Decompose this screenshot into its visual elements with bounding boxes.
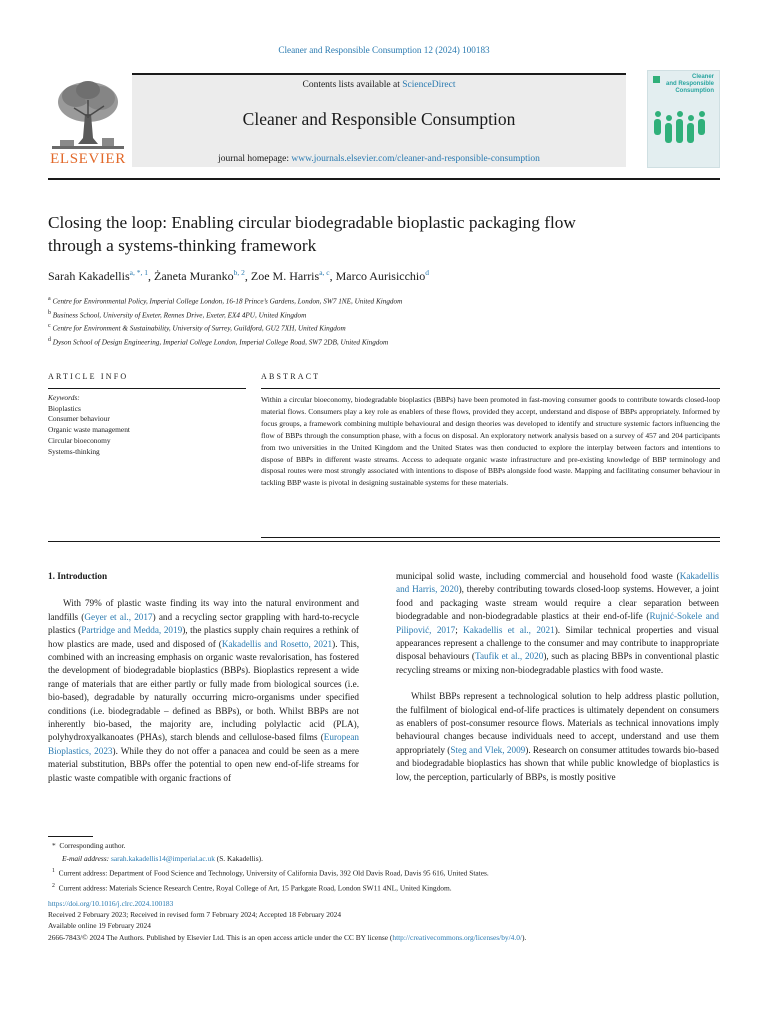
article-title-line: through a systems-thinking framework (48, 236, 317, 255)
affiliation-mark: b (48, 309, 51, 316)
citation-link[interactable]: Geyer et al., 2017 (84, 611, 153, 622)
body-text: ). Similar technical properties and visual appearances represent a challenge to the consumer and may contribute to inappropriate disposal behaviours ( (396, 624, 719, 662)
cover-figure-head (688, 115, 694, 121)
citation-link[interactable]: Rujnić-Sokele and Pilipović, 2017 (396, 611, 719, 635)
keyword-item: Systems-thinking (48, 446, 100, 456)
body-text: Whilst BBPs represent a technological solution to help address plastic pollution, the fulfilment of biological end-of-life practices is ultimately dependent on consumers as enablers of post-consumer resource flows. Materials as technical innovations imply behavioural changes because individuals need to accept, understand and use them appropriately ( (396, 691, 719, 755)
keyword-item: Organic waste management (48, 425, 130, 435)
footnote-corresponding (52, 840, 720, 853)
cover-title-line: Cleaner (691, 74, 714, 80)
body-text: ), such as placing BBPs in conventional plastic recycling streams or mixing non-biodegradable plastics with food waste. (396, 651, 719, 675)
journal-homepage-link[interactable]: www.journals.elsevier.com/cleaner-and-responsible-consumption (291, 154, 540, 164)
body-paragraph (396, 690, 719, 784)
contents-prefix: Contents lists available at (302, 80, 403, 90)
citation-link[interactable]: Taufik et al., 2020 (475, 651, 544, 662)
available-online: Available online 19 February 2024 (48, 921, 151, 931)
affiliation-list (48, 294, 720, 349)
doi-link[interactable]: https://doi.org/10.1016/j.clrc.2024.100183 (48, 899, 174, 908)
author-affiliation-marks[interactable]: a, c (319, 268, 330, 277)
affiliation-mark: d (48, 337, 51, 344)
affiliation-text: Business School, University of Exeter, Rennes Drive, Exeter, EX4 4PU, United Kingdom (52, 311, 307, 320)
keyword-item: Circular bioeconomy (48, 435, 111, 445)
citation-link[interactable]: Kakadellis et al., 2021 (463, 624, 555, 635)
body-text: ). While they do not offer a panacea and could be seen as a mere material substitution, BBPs offer the potential to open new end-of-life streams for plastic waste compatible with organic fractions of (48, 745, 359, 783)
author-name[interactable]: Marco Aurisicchio (335, 269, 426, 283)
cover-figure-body (698, 119, 705, 135)
license-suffix: ). (521, 932, 527, 942)
abstract-label: ABSTRACT (261, 372, 321, 381)
cover-figure-head (666, 115, 672, 121)
affiliation-text: Centre for Environmental Policy, Imperial College London, 16-18 Prince’s Gardens, London, SW7 1NE, United Kingdom (52, 297, 403, 306)
cover-figure-body (676, 119, 683, 143)
author-affiliation-marks[interactable]: d (425, 268, 430, 277)
body-text: ; (455, 624, 464, 635)
license-prefix: 2666-7843/© 2024 The Authors. Published by Elsevier Ltd. This is an open access article under the CC BY license ( (48, 932, 393, 942)
footnote-1 (52, 865, 720, 880)
footnotes (52, 840, 720, 895)
citation-link[interactable]: Kakadellis and Rosetto, 2021 (221, 638, 333, 649)
keyword-list (48, 393, 246, 457)
keywords-title: Keywords: (48, 393, 80, 402)
author-name[interactable]: Żaneta Muranko (153, 269, 234, 283)
citation-link[interactable]: European Bioplastics, 2023 (48, 732, 359, 756)
article-info-rule (48, 388, 246, 389)
cover-figure-head (699, 111, 705, 117)
cover-badge (653, 76, 660, 83)
cover-figure-head (677, 111, 683, 117)
citation-link[interactable]: Kakadellis and Harris, 2020 (396, 571, 719, 595)
footnote-mark: * (52, 841, 60, 850)
corresponding-author-note: Corresponding author. (59, 841, 126, 850)
body-paragraph (48, 597, 359, 785)
body-text: ). This, combined with an increasing emphasis on organic waste revalorisation, has fostered the development of biodegradable bioplastics (BBPs). Bioplastics represent a wide range of materials that are either partly or fully made from biological sources (i.e. bio-based), degradable by naturally occurring micro-organisms under specified conditions (i.e. biodegradable – defined as BBPs), or both. Whilst BBPs are not inherently bio-based, the majority are, including polylactic acid (PLA), polyhydroxyalkanoates (PHAs), starch blends and cellulose-based films ( (48, 638, 359, 743)
received-dates: Received 2 February 2023; Received in revised form 7 February 2024; Accepted 18 February 2024 (48, 910, 342, 920)
journal-masthead (48, 70, 720, 170)
cover-figure-body (665, 123, 672, 143)
cover-title-line: Consumption (675, 88, 714, 94)
front-matter-divider (48, 541, 720, 542)
email-label: E-mail address: (62, 853, 110, 863)
elsevier-tree-icon (52, 78, 124, 152)
affiliation-item (48, 308, 720, 322)
footnote-mark: 1 (52, 868, 55, 875)
cover-figure-head (655, 111, 661, 117)
cover-title-line: and Responsible (665, 81, 714, 87)
article-title-line: Closing the loop: Enabling circular biodegradable bioplastic packaging flow (48, 213, 576, 232)
keyword-item: Consumer behaviour (48, 414, 110, 424)
section-heading: 1. Introduction (48, 571, 108, 581)
article-info-column (48, 372, 246, 457)
body-text: With 79% of plastic waste finding its way into the natural environment and landfills ( (48, 598, 359, 622)
body-column-left (48, 570, 359, 785)
email-link[interactable]: sarah.kakadellis14@imperial.ac.uk (111, 853, 215, 863)
publisher-logo[interactable] (48, 70, 128, 170)
article-info-label: ARTICLE INFO (48, 372, 129, 381)
body-paragraph (396, 570, 719, 677)
keyword-item: Bioplastics (48, 403, 81, 413)
homepage-prefix: journal homepage: (218, 154, 292, 164)
affiliation-item (48, 294, 720, 308)
body-column-right (396, 570, 719, 784)
body-text: ). Research on consumer attitudes towards bio-based and biodegradable bioplastics has shown that while public knowledge of bioplastics is low, the perception, particularly of BBPs, is mostly positive (396, 744, 719, 782)
affiliation-item (48, 321, 720, 335)
affiliation-text: Dyson School of Design Engineering, Imperial College London, Imperial College Road, SW7 2DB, United Kingdom (52, 338, 389, 347)
license-line (48, 932, 728, 943)
body-text: municipal solid waste, including commercial and household food waste ( (396, 571, 680, 581)
email-suffix: (S. Kakadellis). (214, 853, 263, 863)
author-affiliation-marks[interactable]: b, 2 (233, 268, 245, 277)
cover-title (664, 74, 714, 95)
citation-link[interactable]: Partridge and Medda, 2019 (81, 625, 183, 636)
journal-reference[interactable]: Cleaner and Responsible Consumption 12 (2024) 100183 (278, 45, 490, 55)
footnote-2 (52, 880, 720, 895)
sciencedirect-link[interactable]: ScienceDirect (402, 80, 456, 90)
publisher-name: ELSEVIER (50, 151, 126, 167)
abstract-bottom-rule (261, 537, 720, 538)
author-name[interactable]: Sarah Kakadellis (48, 269, 130, 283)
affiliation-text: Centre for Environment & Sustainability, University of Surrey, Guildford, GU2 7XH, United Kingdom (52, 324, 346, 333)
author-list (48, 268, 720, 284)
publication-details (48, 898, 728, 943)
footnote-text: Current address: Department of Food Science and Technology, University of California Davis, 392 Old Davis Road, Davis 95 616, United States. (58, 868, 489, 878)
masthead-divider (48, 178, 720, 180)
author-affiliation-marks[interactable]: a, *, 1 (129, 268, 148, 277)
body-text: ) and a recycling sector grappling with hard-to-recycle plastics ( (48, 611, 360, 636)
author-separator: , (147, 269, 154, 283)
author-separator: , (244, 269, 251, 283)
citation-link[interactable]: Steg and Vlek, 2009 (450, 744, 526, 755)
footnote-mark: 2 (52, 883, 55, 890)
abstract-text: Within a circular bioeconomy, biodegradable bioplastics (BBPs) have been promoted in fast-moving consumer goods to contribute towards closed-loop material flows. Consumers play a key role as enablers of these flows, provided they accept, understand and dispose of BBPs appropriately. Informed by focus groups, a framework combining multiple behavioural and design theories was developed to identify and structure systemic factors influencing the flow of BBPs through the consumption phase, with a focus on disposal. An exploratory network analysis based on a survey of 457 and 204 participants from two universities in the United Kingdom and the United States was then conducted to explore the interplay between factors and intentions to dispose of BBPs in different waste streams. Access to adequate organic waste infrastructure and pre-existing knowledge of BBP terminology and disposal routes were most strongly associated with intentions to dispose of BBPs alongside food waste. Mapping and facilitating consumer behaviour in tackling BBP waste is pivotal in designing sustainable systems for these materials. (261, 395, 720, 488)
footnote-email (52, 853, 720, 866)
cover-figure-body (687, 123, 694, 143)
abstract-rule (261, 388, 720, 389)
contents-line (132, 80, 626, 90)
homepage-line (132, 154, 626, 164)
cover-figure-body (654, 119, 661, 135)
affiliation-item (48, 335, 720, 349)
body-text: ), the plastics supply chain requires a rethink of how plastics are made, used and disposed of ( (48, 625, 359, 649)
article-title (48, 211, 720, 257)
body-text: ), thereby contributing towards closed-loop systems. However, a joint food and packaging waste stream would require a clear separation between biodegradable and non-biodegradable plastics at their end-of-life ( (396, 584, 720, 622)
affiliation-mark: a (48, 296, 51, 302)
abstract-column (261, 372, 720, 489)
journal-header-band (132, 73, 626, 167)
journal-title: Cleaner and Responsible Consumption (242, 109, 516, 129)
author-name[interactable]: Zoe M. Harris (250, 269, 320, 283)
license-link[interactable]: http://creativecommons.org/licenses/by/4.0/ (392, 932, 522, 942)
footnote-divider (48, 836, 93, 837)
author-separator: , (329, 269, 336, 283)
footnote-text: Current address: Materials Science Research Centre, Royal College of Art, 15 Parkgate Road, London SW11 4NL, United Kingdom. (58, 883, 452, 893)
affiliation-mark: c (48, 323, 51, 330)
journal-cover-thumbnail[interactable] (647, 70, 720, 168)
